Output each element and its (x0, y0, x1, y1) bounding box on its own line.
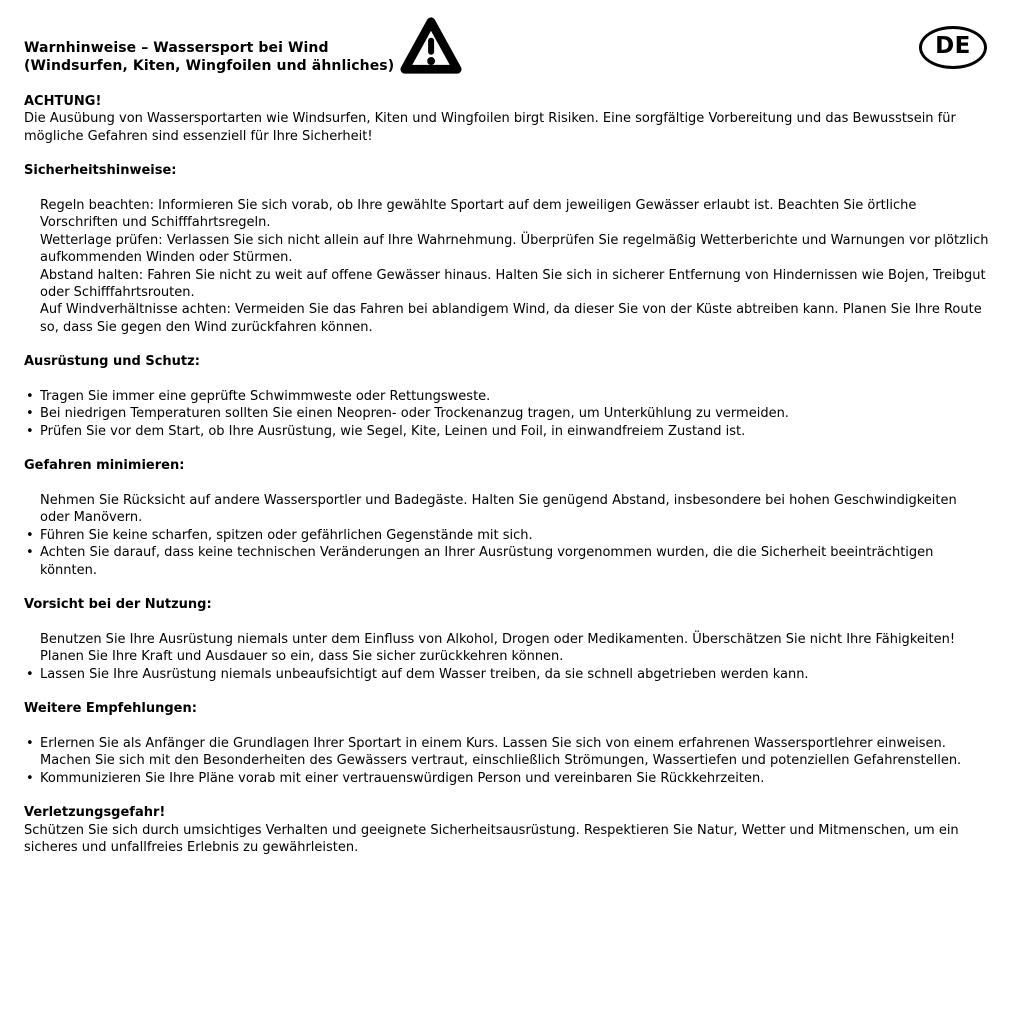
page-title-line2: (Windsurfen, Kiten, Wingfoilen und ähnliches) (24, 58, 395, 74)
bullet-text: Führen Sie keine scharfen, spitzen oder gefährlichen Gegenstände mit sich. (40, 527, 533, 543)
bullet-marker: • (26, 770, 34, 786)
bullet-item (24, 735, 989, 752)
section-heading: Gefahren minimieren: (24, 458, 185, 474)
section-heading: ACHTUNG! (24, 94, 102, 109)
section (24, 700, 989, 787)
bullet-item (24, 544, 989, 579)
page-title (24, 39, 394, 75)
section (24, 804, 989, 856)
section (24, 93, 989, 145)
bullet-text: Lassen Sie Ihre Ausrüstung niemals unbeaufsichtigt auf dem Wasser treiben, da sie schnell abgetrieben werden kann. (40, 666, 809, 682)
document-header (0, 0, 1020, 93)
bullet-text: Achten Sie darauf, dass keine technischen Veränderungen an Ihrer Ausrüstung vorgenommen wurden, die die Sicherheit beeinträchtigen könnten. (40, 545, 934, 578)
paragraph: Benutzen Sie Ihre Ausrüstung niemals unter dem Einfluss von Alkohol, Drogen oder Medikamenten. Überschätzen Sie nicht Ihre Fähigkeiten! Planen Sie Ihre Kraft und Ausdauer so ein, dass Sie sicher zurückkehren können. (40, 631, 956, 665)
paragraph: Nehmen Sie Rücksicht auf andere Wassersportler und Badegäste. Halten Sie genügend Abstand, insbesondere bei hohen Geschwindigkeiten oder Manövern. (40, 493, 957, 526)
bullet-item (24, 527, 989, 544)
section (24, 162, 989, 336)
language-badge-label: DE (935, 33, 971, 60)
section (24, 457, 989, 579)
bullet-marker: • (26, 545, 34, 561)
bullet-text: Tragen Sie immer eine geprüfte Schwimmweste oder Rettungsweste. (40, 389, 491, 405)
bullet-text: Prüfen Sie vor dem Start, ob Ihre Ausrüstung, wie Segel, Kite, Leinen und Foil, in einwandfreiem Zustand ist. (40, 423, 746, 439)
bullet-item (24, 666, 989, 683)
bullet-marker: • (26, 666, 34, 682)
bullet-text: Kommunizieren Sie Ihre Pläne vorab mit einer vertrauenswürdigen Person und vereinbaren Sie Rückkehrzeiten. (40, 770, 765, 786)
bullet-marker: • (26, 423, 34, 439)
bullet-item (24, 770, 989, 787)
section (24, 596, 989, 683)
bullet-item (24, 405, 989, 422)
paragraph: Die Ausübung von Wassersportarten wie Windsurfen, Kiten und Wingfoilen birgt Risiken. Eine sorgfältige Vorbereitung und das Bewusstsein für mögliche Gefahren sind essenziell für Ihre Sicherheit! (24, 111, 956, 144)
paragraph: Wetterlage prüfen: Verlassen Sie sich nicht allein auf Ihre Wahrnehmung. Überprüfen Sie regelmäßig Wetterberichte und Warnungen vor plötzlich aufkommenden Winden oder Stürmen. (40, 232, 989, 266)
page-title-line1: Warnhinweise – Wassersport bei Wind (24, 40, 329, 56)
bullet-marker: • (26, 389, 34, 405)
bullet-text: Erlernen Sie als Anfänger die Grundlagen Ihrer Sportart in einem Kurs. Lassen Sie sich von einem erfahrenen Wassersportlehrer einweisen. (40, 735, 946, 751)
warning-triangle-icon (400, 15, 462, 77)
bullet-item (24, 423, 989, 440)
section-heading: Vorsicht bei der Nutzung: (24, 597, 212, 613)
section-heading: Ausrüstung und Schutz: (24, 354, 200, 370)
paragraph: Machen Sie sich mit den Besonderheiten des Gewässers vertraut, einschließlich Strömungen, Wassertiefen und potenziellen Gefahrenstellen. (40, 753, 962, 769)
bullet-marker: • (26, 527, 34, 543)
language-badge (919, 26, 987, 69)
bullet-item (24, 388, 989, 405)
bullet-marker: • (26, 735, 34, 751)
bullet-marker: • (26, 406, 34, 422)
paragraph: Auf Windverhältnisse achten: Vermeiden Sie das Fahren bei ablandigem Wind, da dieser Sie von der Küste abtreiben kann. Planen Sie Ihre Route so, dass Sie gegen den Wind zurückfahren können. (40, 302, 982, 335)
section-heading: Weitere Empfehlungen: (24, 701, 197, 717)
paragraph: Abstand halten: Fahren Sie nicht zu weit auf offene Gewässer hinaus. Halten Sie sich in sicherer Entfernung von Hindernissen wie Bojen, Treibgut oder Schifffahrtsrouten. (40, 267, 986, 301)
paragraph: Regeln beachten: Informieren Sie sich vorab, ob Ihre gewählte Sportart auf dem jeweiligen Gewässer erlaubt ist. Beachten Sie örtliche Vorschriften und Schifffahrtsregeln. (40, 198, 917, 231)
paragraph: Schützen Sie sich durch umsichtiges Verhalten und geeignete Sicherheitsausrüstung. Respektieren Sie Natur, Wetter und Mitmenschen, um ein sicheres und unfallfreies Erlebnis zu gewährleisten. (24, 822, 959, 855)
sections-container (0, 93, 1020, 856)
section-heading: Verletzungsgefahr! (24, 805, 166, 821)
bullet-text: Bei niedrigen Temperaturen sollten Sie einen Neopren- oder Trockenanzug tragen, um Unterkühlung zu vermeiden. (40, 406, 789, 422)
section-heading: Sicherheitshinweise: (24, 163, 177, 179)
section (24, 353, 989, 440)
